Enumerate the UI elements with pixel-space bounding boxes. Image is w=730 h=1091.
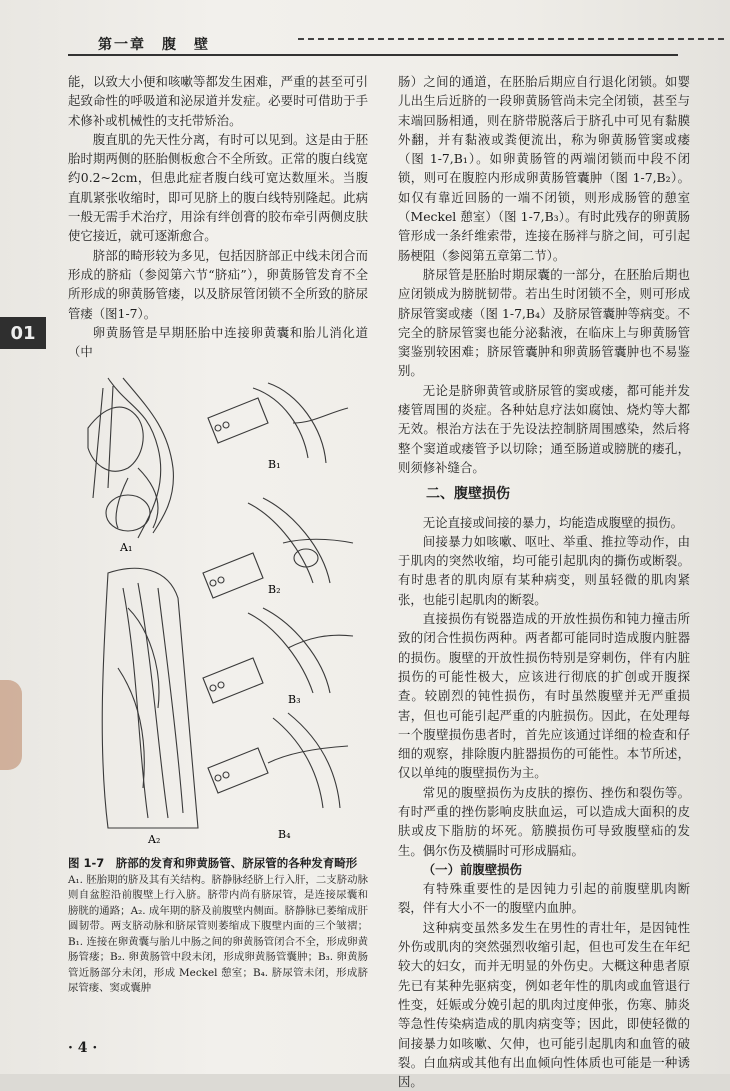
anatomy-drawings (68, 368, 368, 848)
figure-label-a2: A₂ (148, 833, 161, 846)
subheading: （一）前腹壁损伤 (422, 861, 522, 877)
figure-caption-body: A₁. 胚胎期的脐及其有关结构。脐静脉经脐上行入肝，二支脐动脉则自盆腔沿前腹壁上行入脐。脐带内尚有脐尿管，是连接尿囊和膀胱的通路；A₂. 成年期的脐及前腹壁内侧面。脐静脉已萎缩成肝圆韧带。两支脐动脉和脐尿管则萎缩成下腹壁内面的三个皱褶；B₁. 连接在卵黄囊与胎儿中肠之间的卵黄肠管闭合不全，形成卵黄肠管瘘；B₂. 卵黄肠管中段未闭，形成卵黄肠管囊肿；B₃. 卵黄肠管近肠部分未闭，形成 Meckel 憩室；B₄. 脐尿管未闭，形成脐尿管瘘、窦或囊肿 (68, 873, 368, 994)
running-header (68, 34, 678, 56)
chapter-title: 第一章 腹 壁 (98, 37, 210, 53)
right-column (398, 72, 690, 1091)
figure-label-b1: B₁ (268, 458, 281, 471)
figure-label-b3: B₃ (288, 693, 301, 706)
section-heading: 二、腹壁损伤 (426, 486, 510, 503)
paragraph: 脐部的畸形较为多见，包括因脐部正中线未闭合而形成的脐疝（参阅第六节“脐疝”），卵黄肠管发育不全所形成的卵黄肠管瘘，以及脐尿管闭锁不全所致的脐尿管瘘（图1-7）。 (68, 247, 368, 321)
paragraph: 能，以致大小便和咳嗽等都发生困难，严重的甚至可引起致命性的呼吸道和泌尿道并发症。必要时可借助于手术修补或机械性的支托带矫治。 (68, 74, 368, 128)
left-column (68, 72, 368, 361)
paragraph: 肠）之间的通道，在胚胎后期应自行退化闭锁。如婴儿出生后近脐的一段卵黄肠管尚未完全闭锁，甚至与末端回肠相通，则在脐带脱落后于脐孔中可见有黏膜外翻，并有黏液或粪便流出，称为卵黄肠管窦或瘘（图 1-7,B₁）。如卵黄肠管的两端闭锁而中段不闭锁，则可在腹腔内形成卵黄肠管囊肿（图 1-7,B₂）。如仅有靠近回肠的一端不闭锁，则形成肠管的憩室（Meckel 憩室）（图 1-7,B₃）。有时此残存的卵黄肠管形成一条纤维索带，连接在肠袢与脐之间，可引起肠梗阻（参阅第五章第二节）。 (398, 74, 690, 263)
paragraph: 有特殊重要性的是因钝力引起的前腹壁肌肉断裂，伴有大小不一的腹壁内血肿。 (398, 881, 690, 916)
paragraph: 无论是脐卵黄管或脐尿管的窦或瘘，都可能并发瘘管周围的炎症。各种姑息疗法如腐蚀、烧灼等大都无效。根治方法在于先设法控制脐周围感染，然后将整个窦道或瘘管予以切除；通至肠道或膀胱的瘘孔，则须修补缝合。 (398, 382, 690, 475)
header-dashes (298, 38, 728, 40)
paragraph: 这种病变虽然多发生在男性的青壮年，是因钝性外伤或肌肉的突然强烈收缩引起，但也可发生在年纪较大的妇女，而并无明显的外伤史。大概这种患者原先已有某种先驱病变，例如老年性的肌肉或血管退行性变，妊娠或分娩引起的肌肉过度伸张，伤寒、肺炎等急性传染病造成的肌肉病变等；因此，即使轻微的间接暴力如咳嗽、欠伸，也可能引起肌肉和血管的破裂。白血病或其他有出血倾向性体质也可能是一种诱因。 (398, 919, 690, 1090)
page-number: · 4 · (68, 1040, 98, 1056)
figure-title: 图 1-7 脐部的发育和卵黄肠管、脐尿管的各种发育畸形 (68, 856, 358, 870)
paragraph: 腹直肌的先天性分离，有时可以见到。这是由于胚胎时期两侧的胚胎侧板愈合不全所致。正常的腹白线宽约0.2~2cm，但患此症者腹白线可宽达数厘米。当腹直肌紧张收缩时，即可见脐上的腹白线特别隆起。此病一般无需手术治疗，用涂有绊创膏的胶布牵引两侧皮肤使它接近，就可逐渐愈合。 (68, 131, 368, 244)
paragraph: 间接暴力如咳嗽、呕吐、举重、推拉等动作，由于肌肉的突然收缩，均可能引起肌肉的撕伤或断裂。有时患者的肌肉原有某种病变，则虽轻微的肌肉紧张，也能引起肌肉的断裂。 (398, 533, 690, 607)
paragraph: 直接损伤有锐器造成的开放性损伤和钝力撞击所致的闭合性损伤两种。两者都可能同时造成腹内脏器的损伤。腹壁的开放性损伤特别是穿刺伤，伴有内脏损伤的可能性极大，应该进行彻底的扩创或开腹探查。较剧烈的钝性损伤，有时虽然腹壁并无严重损害，但也可能引起严重的内脏损伤。因此，在处理每一个腹壁损伤患者时，首先应该通过详细的检查和仔细的观察，排除腹内脏器损伤的可能性。本节所述，仅以单纯的腹壁损伤为主。 (398, 611, 690, 781)
figure-label-a1: A₁ (120, 541, 133, 554)
chapter-margin-tab: 01 (0, 317, 46, 349)
figure-1-7-illustration (68, 368, 368, 848)
paragraph: 常见的腹壁损伤为皮肤的擦伤、挫伤和裂伤等。有时严重的挫伤影响皮肤血运，可以造成大面积的皮肤或皮下脂肪的坏死。筋膜损伤可导致腹壁疝的发生。偶尔伤及横膈时可形成膈疝。 (398, 784, 690, 858)
figure-label-b2: B₂ (268, 583, 281, 596)
figure-caption (68, 856, 368, 997)
header-rule (68, 54, 678, 56)
figure-label-b4: B₄ (278, 828, 291, 841)
thumb (0, 680, 22, 770)
paragraph: 脐尿管是胚胎时期尿囊的一部分，在胚胎后期也应闭锁成为膀胱韧带。若出生时闭锁不全，则可形成脐尿管窦或瘘（图 1-7,B₄）及脐尿管囊肿等病变。不完全的脐尿管窦也能分泌黏液，在临床上与卵黄肠管窦鉴别较困难；脐尿管囊肿和卵黄肠管囊肿也不易鉴别。 (398, 266, 690, 379)
paragraph: 卵黄肠管是早期胚胎中连接卵黄囊和胎儿消化道（中 (68, 324, 368, 360)
paragraph: 无论直接或间接的暴力，均能造成腹壁的损伤。 (422, 514, 683, 530)
